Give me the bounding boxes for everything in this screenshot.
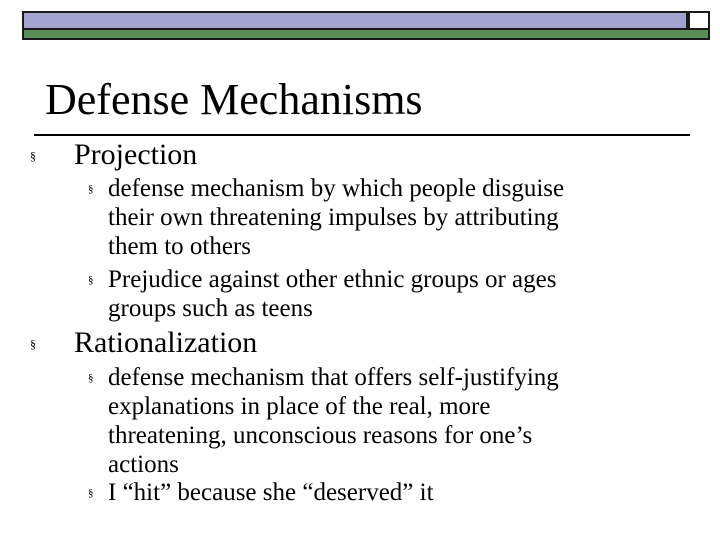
sub-bullet-icon: §: [88, 372, 94, 384]
projection-item-2: [108, 265, 668, 323]
rationalization-item-1-line-4: actions: [108, 451, 179, 478]
bullet-icon: §: [30, 337, 36, 351]
rationalization-item-1: [108, 363, 668, 479]
decorative-square: [688, 11, 710, 30]
rationalization-item-2-line-1: I “hit” because she “deserved” it: [108, 479, 434, 506]
section-heading-projection: Projection: [74, 138, 198, 171]
rationalization-item-1-line-2: explanations in place of the real, more: [108, 393, 491, 420]
rationalization-item-1-line-3: threatening, unconscious reasons for one’s: [108, 422, 533, 449]
rationalization-item-2: [108, 478, 668, 507]
slide-title: Defense Mechanisms: [45, 75, 423, 124]
projection-item-1: [108, 174, 668, 261]
sub-bullet-icon: §: [88, 487, 94, 499]
projection-item-1-line-1: defense mechanism by which people disguise: [108, 175, 565, 202]
section-heading-rationalization: Rationalization: [74, 326, 258, 359]
rationalization-item-1-line-1: defense mechanism that offers self-justifying: [108, 364, 559, 391]
projection-item-1-line-2: their own threatening impulses by attributing: [108, 204, 559, 231]
projection-item-2-line-2: groups such as teens: [108, 295, 313, 322]
bullet-icon: §: [30, 149, 36, 163]
projection-item-2-line-1: Prejudice against other ethnic groups or ages: [108, 266, 557, 293]
projection-item-1-line-3: them to others: [108, 233, 252, 260]
sub-bullet-icon: §: [88, 183, 94, 195]
decorative-bottom-bar: [22, 28, 710, 40]
title-divider: [34, 134, 690, 136]
sub-bullet-icon: §: [88, 274, 94, 286]
